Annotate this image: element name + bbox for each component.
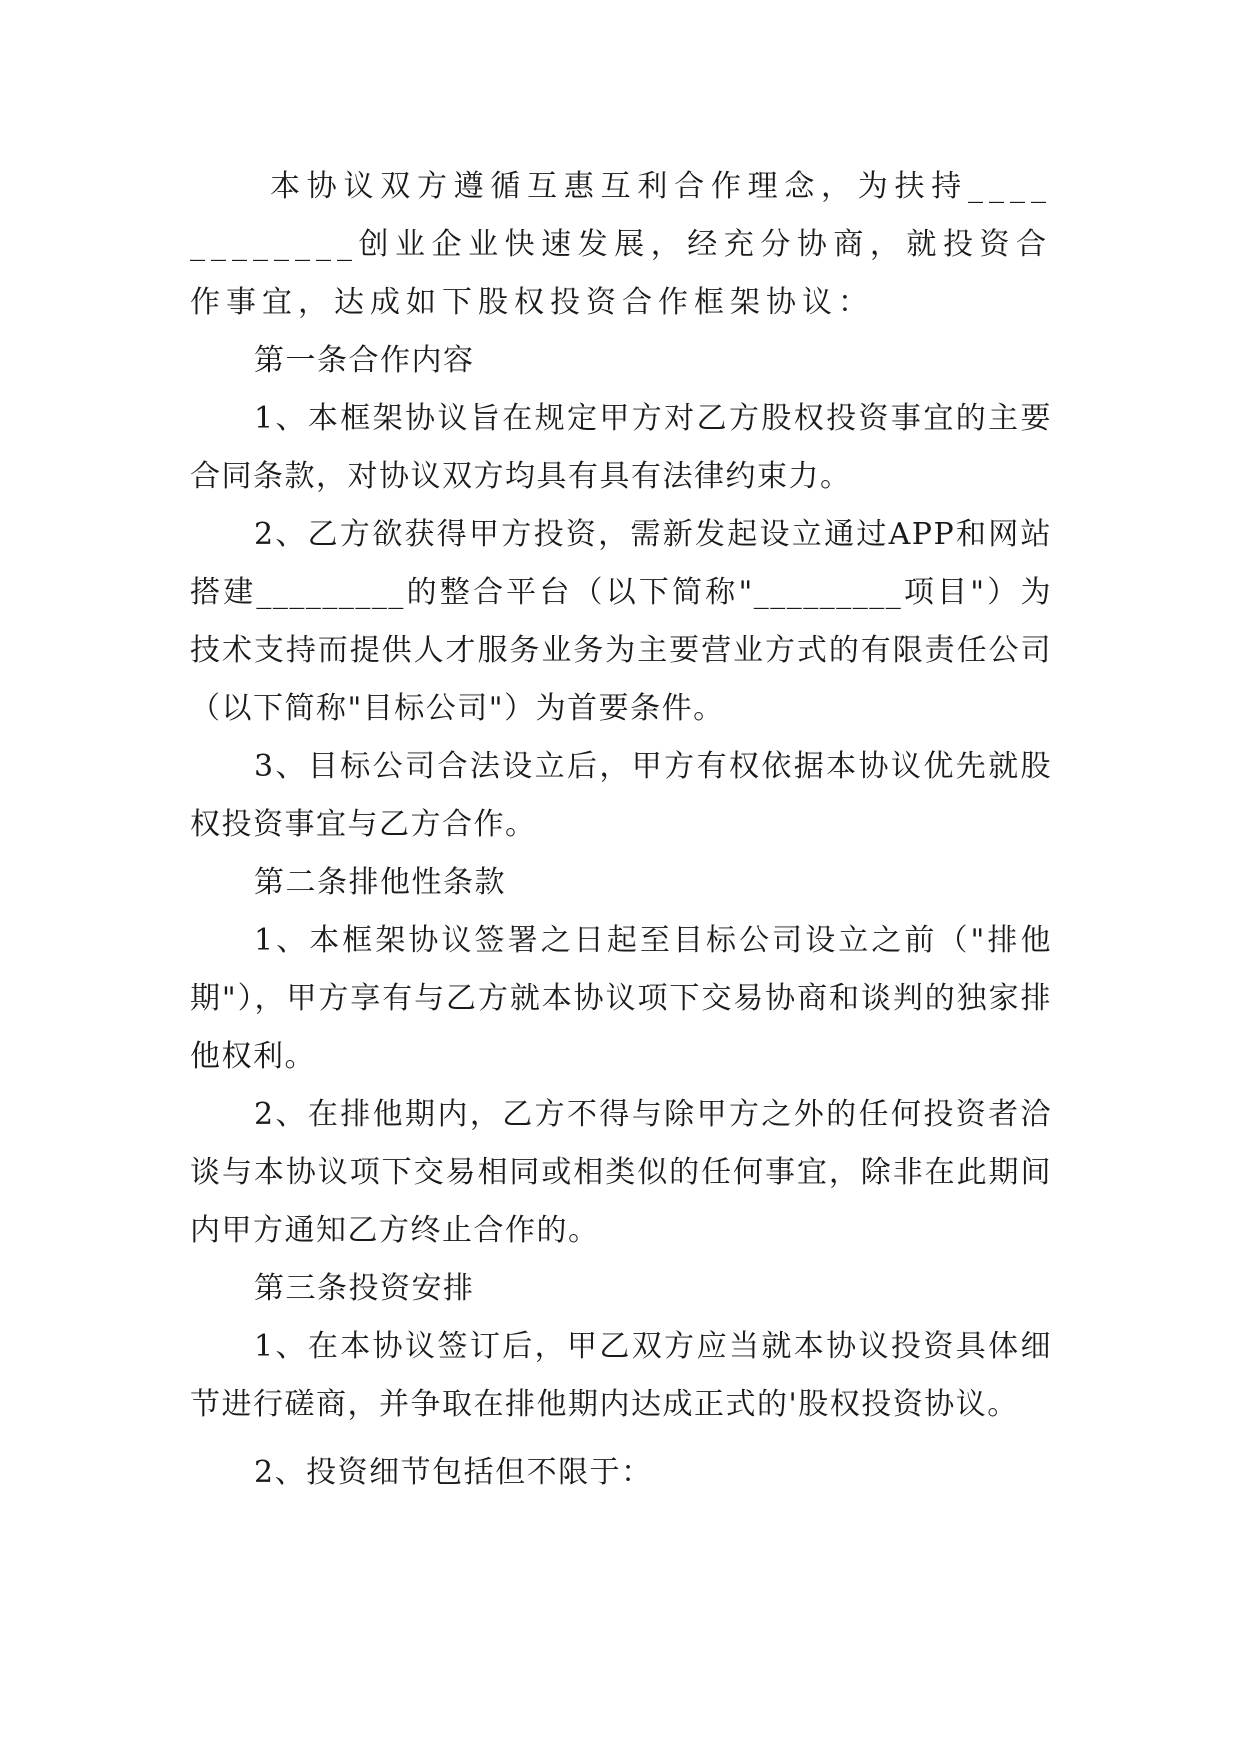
article-3-item-2: 2、投资细节包括但不限于： [254,1455,653,1490]
article-1-item-3: 3、目标公司合法设立后，甲方有权依据本协议优先就股权投资事宜与乙方合作。 [190,749,1052,842]
intro-paragraph: 本协议双方遵循互惠互利合作理念，为扶持____________创业企业快速发展，经充分协商，就投资合作事宜，达成如下股权投资合作框架协议： [190,169,1052,320]
article-1-item-1: 1、本框架协议旨在规定甲方对乙方股权投资事宜的主要合同条款，对协议双方均具有具有法律约束力。 [190,401,1052,494]
article-2-item-1: 1、本框架协议签署之日起至目标公司设立之前（"排他期"），甲方享有与乙方就本协议项下交易协商和谈判的独家排他权利。 [190,923,1052,1074]
article-2-item-2: 2、在排他期内，乙方不得与除甲方之外的任何投资者洽谈与本协议项下交易相同或相类似的任何事宜，除非在此期间内甲方通知乙方终止合作的。 [190,1097,1052,1248]
article-2-heading: 第二条排他性条款 [254,865,506,900]
document-body [190,158,1052,1502]
article-3-item-1: 1、在本协议签订后，甲乙双方应当就本协议投资具体细节进行磋商，并争取在排他期内达成正式的'股权投资协议。 [190,1329,1052,1422]
article-1-heading: 第一条合作内容 [254,343,475,378]
article-3-heading: 第三条投资安排 [254,1271,475,1306]
article-1-item-2: 2、乙方欲获得甲方投资，需新发起设立通过APP和网站搭建_________的整合平台（以下简称"_________项目"）为技术支持而提供人才服务业务为主要营业方式的有限责任公司（以下简称"目标公司"）为首要条件。 [190,517,1052,726]
